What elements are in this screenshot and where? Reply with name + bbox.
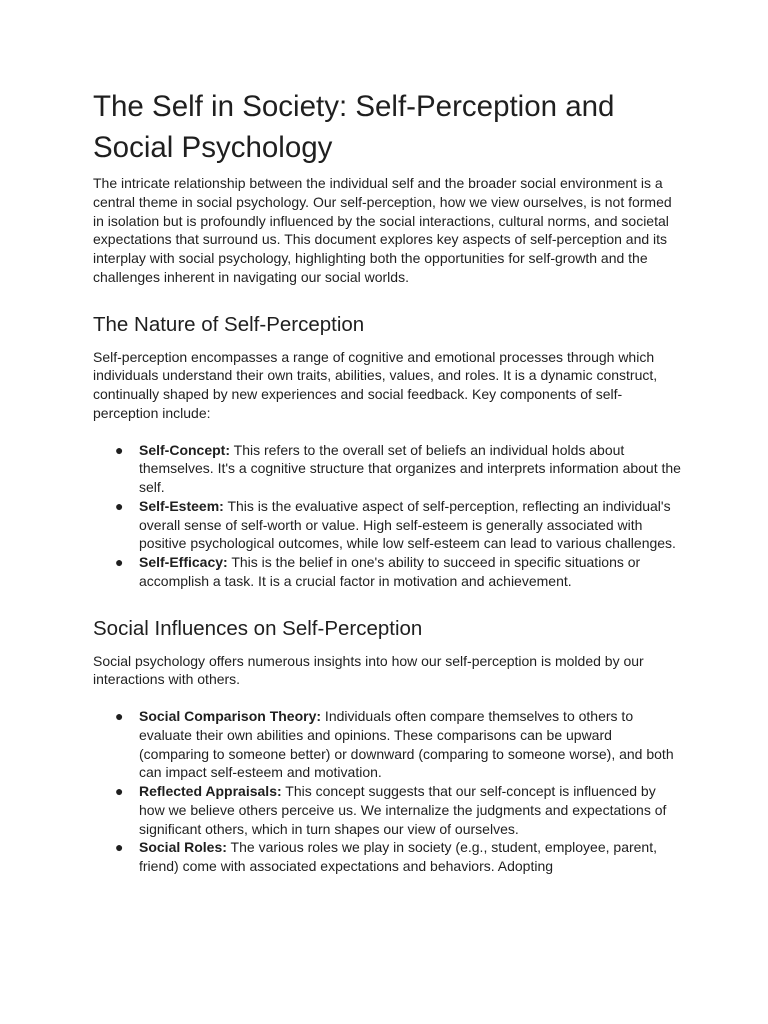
bullet-icon: ● <box>115 839 124 856</box>
list-item <box>93 838 681 876</box>
section-paragraph-social: Social psychology offers numerous insights into how our self-perception is molded by our interactions with others. <box>93 652 644 688</box>
list-item <box>93 441 681 497</box>
list-item-text: This is the belief in one's ability to succeed in specific situations or accomplish a task. It is a crucial factor in motivation and achievement. <box>139 554 641 589</box>
list-item <box>93 553 681 591</box>
section-paragraph-nature: Self-perception encompasses a range of cognitive and emotional processes through which individuals understand their own traits, abilities, values, and roles. It is a dynamic construct, continually shaped by new experiences and social feedback. Key components of self-perception include: <box>93 348 658 421</box>
list-item-term: Reflected Appraisals: <box>139 783 282 799</box>
list-item-text: This concept suggests that our self-concept is influenced by how we believe others perceive us. We internalize the judgments and expectations of significant others, which in turn shapes our view of ourselves. <box>139 783 667 837</box>
bullet-icon: ● <box>115 708 124 724</box>
bullet-icon: ● <box>115 783 124 799</box>
list-item-text: Individuals often compare themselves to others to evaluate their own abilities and opinions. These comparisons can be upward (comparing to someone better) or downward (comparing to someone worse), and both can impact self-esteem and motivation. <box>139 708 674 781</box>
list-item-text: This is the evaluative aspect of self-perception, reflecting an individual's overall sense of self-worth or value. High self-esteem is generally associated with positive psychological outcomes, while low self-esteem can lead to various challenges. <box>139 497 676 552</box>
list-item <box>93 497 681 553</box>
document-title: The Self in Society: Self-Perception and Social Psychology <box>93 90 615 164</box>
list-item-term: Social Roles: <box>139 839 227 856</box>
section-heading-nature: The Nature of Self-Perception <box>93 312 365 336</box>
list-item-term: Self-Concept: <box>139 441 230 458</box>
document-page <box>93 86 681 876</box>
bullet-list-social <box>93 707 681 876</box>
list-item-text: The various roles we play in society (e.g., student, employee, parent, friend) come with associated expectations and behaviors. Adopting <box>139 839 657 874</box>
bullet-list-nature <box>93 441 681 591</box>
bullet-icon: ● <box>115 554 124 570</box>
bullet-icon: ● <box>115 497 124 514</box>
intro-paragraph: The intricate relationship between the individual self and the broader social environment is a central theme in social psychology. Our self-perception, how we view ourselves, is not formed in isolation but is profoundly influenced by the social interactions, cultural norms, and societal expectations that surround us. This document explores key aspects of self-perception and its interplay with social psychology, highlighting both the opportunities for self-growth and the challenges inherent in navigating our social worlds. <box>93 175 672 285</box>
list-item-text: This refers to the overall set of beliefs an individual holds about themselves. It's a cognitive structure that organizes and interprets information about the self. <box>139 441 681 495</box>
section-heading-social: Social Influences on Self-Perception <box>93 616 423 640</box>
list-item <box>93 707 681 782</box>
list-item <box>93 782 681 838</box>
list-item-term: Social Comparison Theory: <box>139 708 322 724</box>
bullet-icon: ● <box>115 441 124 458</box>
list-item-term: Self-Esteem: <box>139 497 224 514</box>
list-item-term: Self-Efficacy: <box>139 554 228 570</box>
